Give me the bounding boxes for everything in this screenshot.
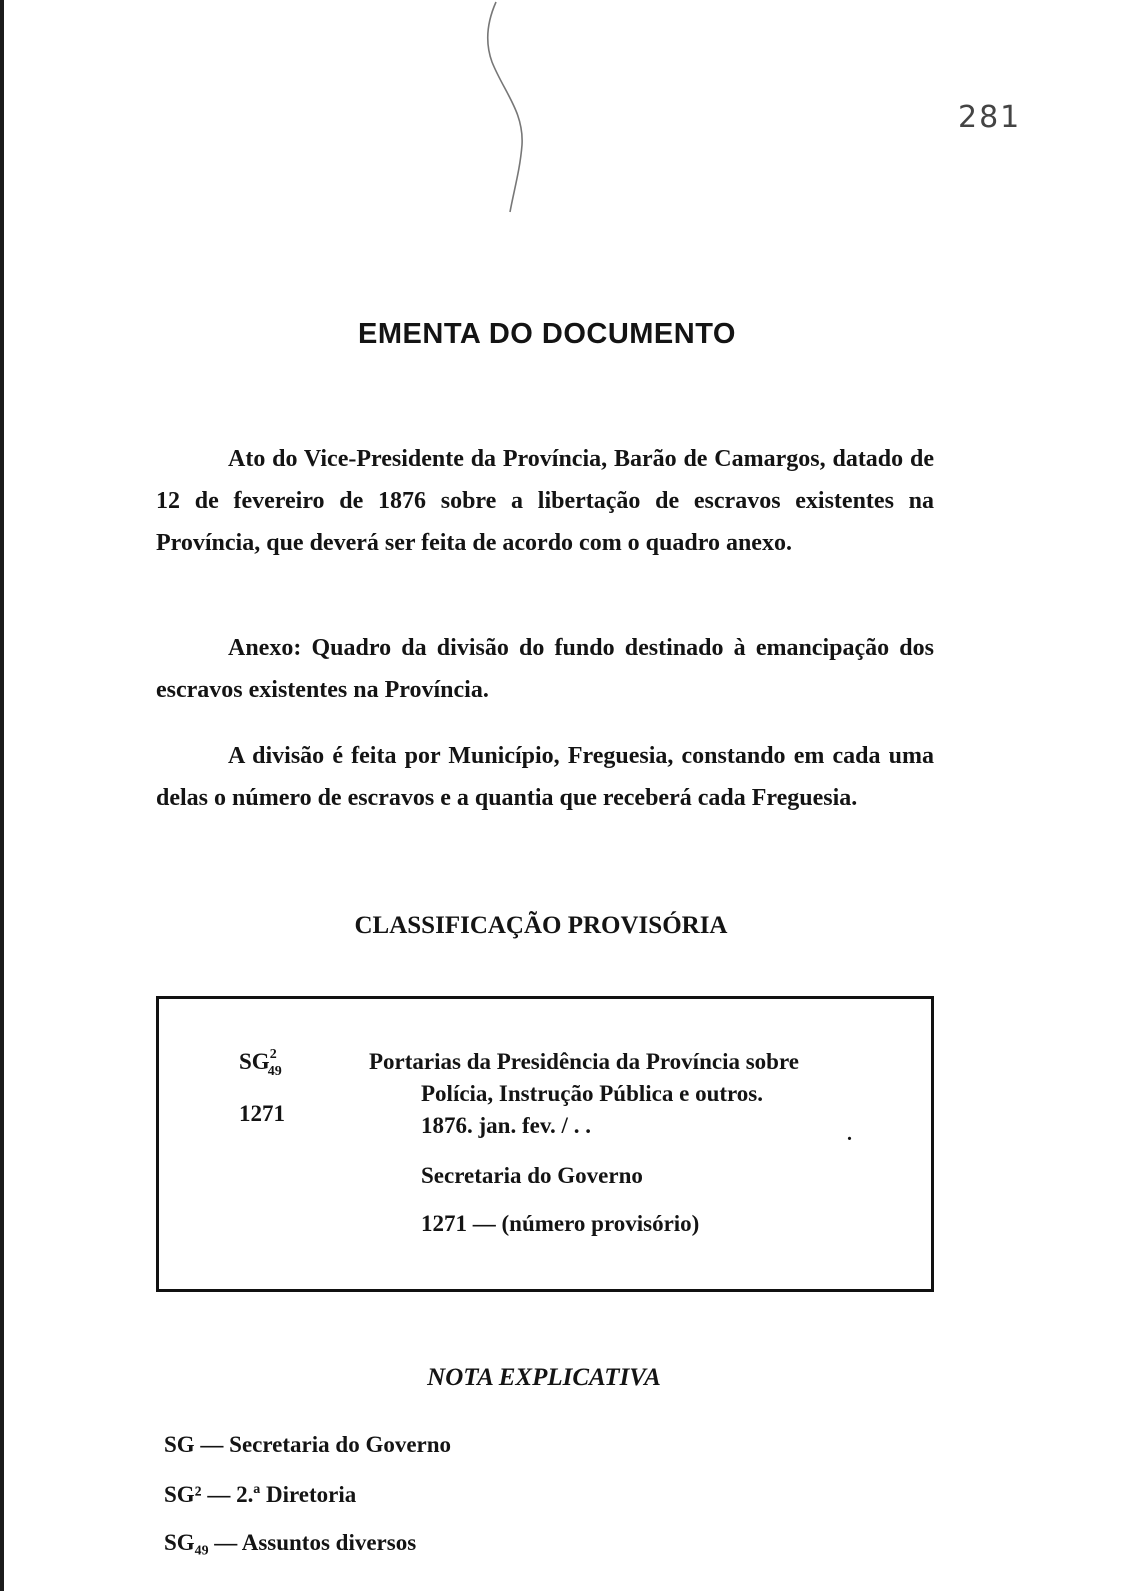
nota-item: SG₄₉ — Assuntos diversos [164, 1530, 417, 1555]
page-number: 281 [958, 100, 1022, 135]
nota-item: SG² — 2.ª Diretoria [164, 1482, 357, 1507]
classification-line: Secretaria do Governo [421, 1163, 643, 1188]
code-prefix: SG [239, 1049, 270, 1074]
annex-paragraph: Anexo: Quadro da divisão do fundo destinado à emancipação dos escravos existentes na Província. [156, 635, 934, 703]
nota-item: SG — Secretaria do Governo [164, 1432, 452, 1457]
division-paragraph: A divisão é feita por Município, Freguesia, constando em cada uma delas o número de escravos e a quantia que receberá cada Freguesia. [156, 743, 934, 811]
classification-code [239, 1049, 282, 1080]
pen-mark [470, 0, 550, 220]
page-left-edge [0, 0, 4, 1591]
code-subscript: 49 [267, 1063, 282, 1079]
classification-line: 1876. jan. fev. / . . [421, 1113, 591, 1138]
summary-paragraph: Ato do Vice-Presidente da Província, Barão de Camargos, datado de 12 de fevereiro de 1876 sobre a libertação de escravos existentes na Província, que deverá ser feita de acordo com o quadro anexo. [156, 446, 934, 556]
classification-line: Polícia, Instrução Pública e outros. [421, 1081, 764, 1106]
nota-title: NOTA EXPLICATIVA [427, 1364, 661, 1391]
classification-heading: CLASSIFICAÇÃO PROVISÓRIA [354, 912, 728, 939]
classification-number: 1271 [239, 1101, 285, 1126]
classification-line: 1271 — (número provisório) [421, 1211, 700, 1236]
page-title: EMENTA DO DOCUMENTO [358, 318, 736, 350]
stray-dot: . [847, 1123, 852, 1145]
classification-line: Portarias da Presidência da Província sobre [369, 1049, 799, 1074]
code-superscript: 2 [269, 1047, 277, 1063]
classification-box [156, 996, 934, 1292]
